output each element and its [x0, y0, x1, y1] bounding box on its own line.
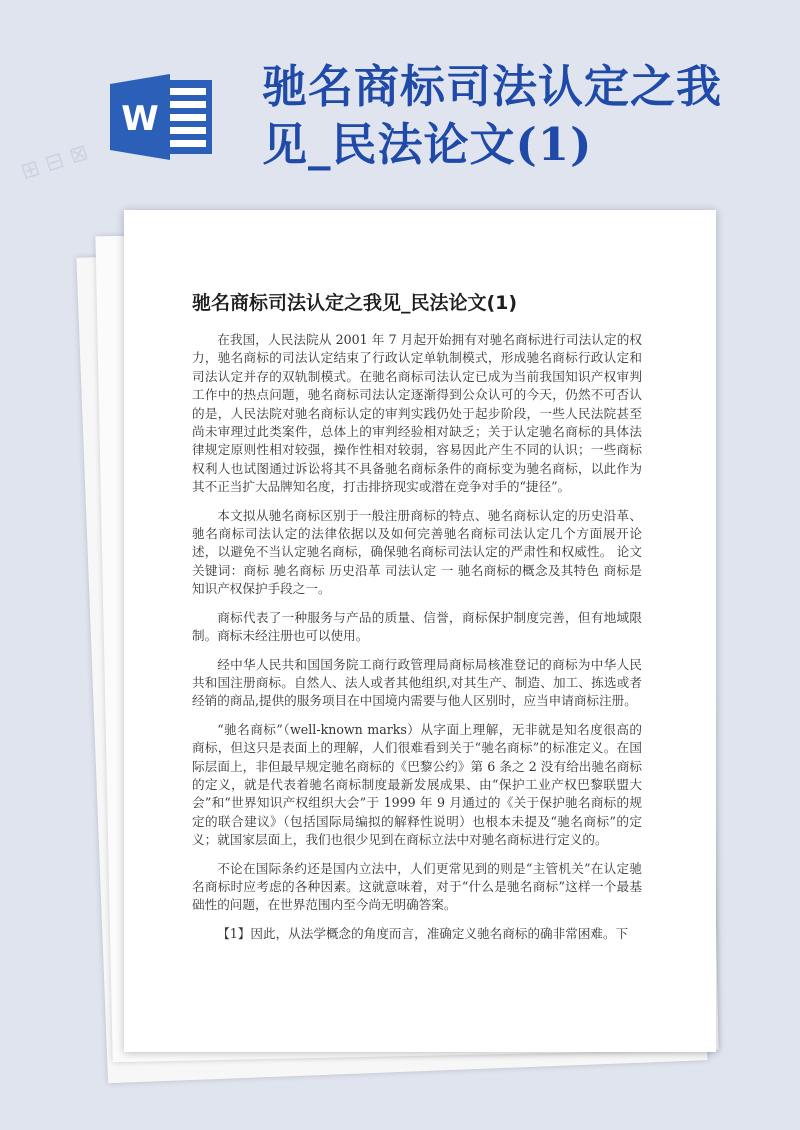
paragraph: 商标代表了一种服务与产品的质量、信誉，商标保护制度完善，但有地域限制。商标未经注册也可以使用。 — [192, 609, 642, 644]
word-document-icon — [108, 74, 216, 160]
paragraph: 经中华人民共和国国务院工商行政管理局商标局核准登记的商标为中华人民共和国注册商标。自然人、法人或者其他组织,对其生产、制造、加工、拣选或者经销的商品,提供的服务项目在中国境内需要与他人区别时，应当申请商标注册。 — [192, 656, 642, 709]
paragraph: 不论在国际条约还是国内立法中，人们更常见到的则是“主管机关”在认定驰名商标时应考虑的各种因素。这就意味着，对于“什么是驰名商标”这样一个最基础性的问题，在世界范围内至今尚无明确答案。 — [192, 860, 642, 913]
watermark-decoration: ⊞ ⊟ ⊠ — [17, 139, 92, 186]
paragraph: 本文拟从驰名商标区别于一般注册商标的特点、驰名商标认定的历史沿革、驰名商标司法认定的法律依据以及如何完善驰名商标司法认定几个方面展开论述，以避免不当认定驰名商标，确保驰名商标司法认定的严肃性和权威性。 论文关键词：商标 驰名商标 历史沿革 司法认定 一 驰名商标的概念及其特色 商标是知识产权保护手段之一。 — [192, 507, 642, 597]
page-title — [262, 58, 782, 174]
paragraph: 在我国，人民法院从 2001 年 7 月起开始拥有对驰名商标进行司法认定的权力，驰名商标的司法认定结束了行政认定单轨制模式，形成驰名商标行政认定和司法认定并存的双轨制模式。在驰名商标司法认定已成为当前我国知识产权审判工作中的热点问题，驰名商标司法认定逐渐得到公众认可的今天，仍然不可否认的是，人民法院对驰名商标认定的审判实践仍处于起步阶段，一些人民法院甚至尚未审理过此类案件，总体上的审判经验相对缺乏；关于认定驰名商标的具体法律规定原则性相对较强，操作性相对较弱，容易因此产生不同的认识；一些商标权利人也试图通过诉讼将其不具备驰名商标条件的商标变为驰名商标，以此作为其不正当扩大品牌知名度，打击排挤现实或潜在竞争对手的“捷径”。 — [192, 332, 642, 495]
word-icon-letter: W — [121, 99, 159, 139]
paragraph: 【1】因此，从法学概念的角度而言，准确定义驰名商标的确非常困难。下 — [217, 925, 629, 941]
document-page — [124, 210, 716, 1052]
title-line-1: 驰名商标司法认定之我 — [262, 60, 723, 113]
title-line-2: 见_民法论文(1) — [262, 118, 593, 171]
document-body — [192, 331, 642, 953]
paragraph: “驰名商标”（well-known marks）从字面上理解，无非就是知名度很高的商标，但这只是表面上的理解，人们很难看到关于“驰名商标”的标准定义。在国际层面上，非但最早规定驰名商标的《巴黎公约》第 6 条之 2 没有给出驰名商标的定义，就是代表着驰名商标制度最新发展成果、由“保护工业产权巴黎联盟大会”和“世界知识产权组织大会”于 1999 年 9 月通过的《关于保护驰名商标的规定的联合建议》（包括国际局编拟的解释性说明）也根本未提及“驰名商标”的定义；就国家层面上，我们也很少见到在商标立法中对驰名商标进行定义的。 — [192, 721, 642, 848]
document-title: 驰名商标司法认定之我见_民法论文(1) — [192, 292, 518, 314]
